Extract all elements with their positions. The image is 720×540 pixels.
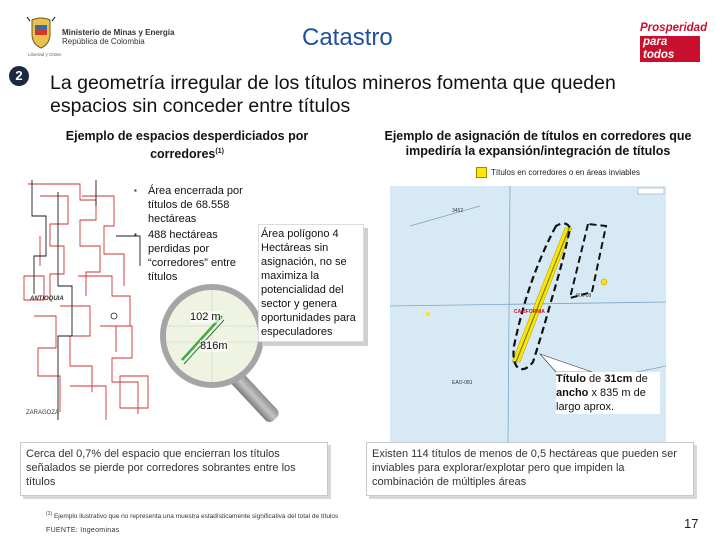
right-callout-ancho: ancho (556, 387, 589, 399)
bullet-lost-hectares: ▪ 488 hectáreas perdidas por “corredores” entre títulos (128, 228, 262, 284)
prosperidad-logo (640, 22, 708, 61)
left-subtitle-text: Ejemplo de espacios desperdiciados por corredores (65, 129, 309, 162)
coat-of-arms-icon (26, 16, 56, 50)
right-callout (556, 372, 660, 414)
left-callout: Área polígono 4 Hectáreas sin asignación, no se maximiza la potencialidad del sector y genera oportunidades para especuladores (258, 224, 364, 342)
map-label-eao: EAO-081 (452, 380, 473, 386)
right-callout-width: 31cm (604, 373, 633, 385)
map-label-3452: 3452 (452, 208, 464, 214)
left-subtitle (46, 129, 328, 162)
magnifier-corridor-drawing (166, 290, 258, 382)
legend-swatch-yellow (476, 167, 487, 178)
footnote (46, 511, 338, 520)
ministry-logo (26, 16, 196, 62)
magnifier-lens (160, 284, 264, 388)
bullet-enclosed-area: ▪ Área encerrada por títulos de 68.558 hectáreas (128, 184, 262, 226)
slide-title: Catastro (302, 24, 393, 51)
right-callout-de-1: de (589, 373, 602, 385)
prosperidad-logo-top: Prosperidad (640, 22, 708, 34)
map-label-ikk: IKK-09 (576, 293, 592, 299)
ministry-name (62, 28, 174, 46)
right-callout-title-word: Título (556, 373, 586, 385)
map-label-antioquia: ANTIOQUIA (30, 296, 64, 302)
ministry-line-2: República de Colombia (62, 37, 145, 46)
left-summary-box: Cerca del 0,7% del espacio que encierran los títulos señalados se pierde por corredores sobrantes entre los títulos (20, 442, 328, 496)
right-callout-de-2: de (635, 373, 648, 385)
page-number: 17 (684, 516, 699, 531)
headline: La geometría irregular de los títulos mineros fomenta que queden espacios sin conceder entre títulos (50, 72, 616, 117)
left-bullet-list (128, 184, 262, 286)
prosperidad-logo-bottom: para todos (640, 36, 700, 62)
section-number-badge: 2 (9, 66, 29, 86)
left-subtitle-footnote-mark: (1) (215, 148, 224, 155)
map-label-zaragoza: ZARAGOZA (26, 410, 60, 416)
ministry-line-1: Ministerio de Minas y Energía (62, 28, 175, 37)
footnote-text: Ejemplo ilustrativo que no representa una muestra estadísticamente significativa del total de títulos (53, 513, 339, 521)
footnote-mark: (1) (46, 511, 53, 517)
map-label-california: CALIFORNIA (514, 309, 545, 315)
magnifier-width-label: 102 m (190, 311, 221, 323)
source-line: FUENTE: Ingeominas (46, 527, 120, 534)
magnifier-length-label: 816m (200, 340, 228, 352)
right-subtitle: Ejemplo de asignación de títulos en corredores que impediría la expansión/integración de títulos (384, 129, 692, 158)
right-callout-rest: x 835 m de largo aprox. (556, 387, 646, 413)
shield-caption: Libertad y Orden (28, 52, 62, 57)
legend-label: Títulos en corredores o en áreas inviables (491, 168, 640, 177)
right-summary-box: Existen 114 títulos de menos de 0,5 hectáreas que pueden ser inviables para explorar/explotar pero que impiden la combinación de múltiples áreas (366, 442, 694, 496)
